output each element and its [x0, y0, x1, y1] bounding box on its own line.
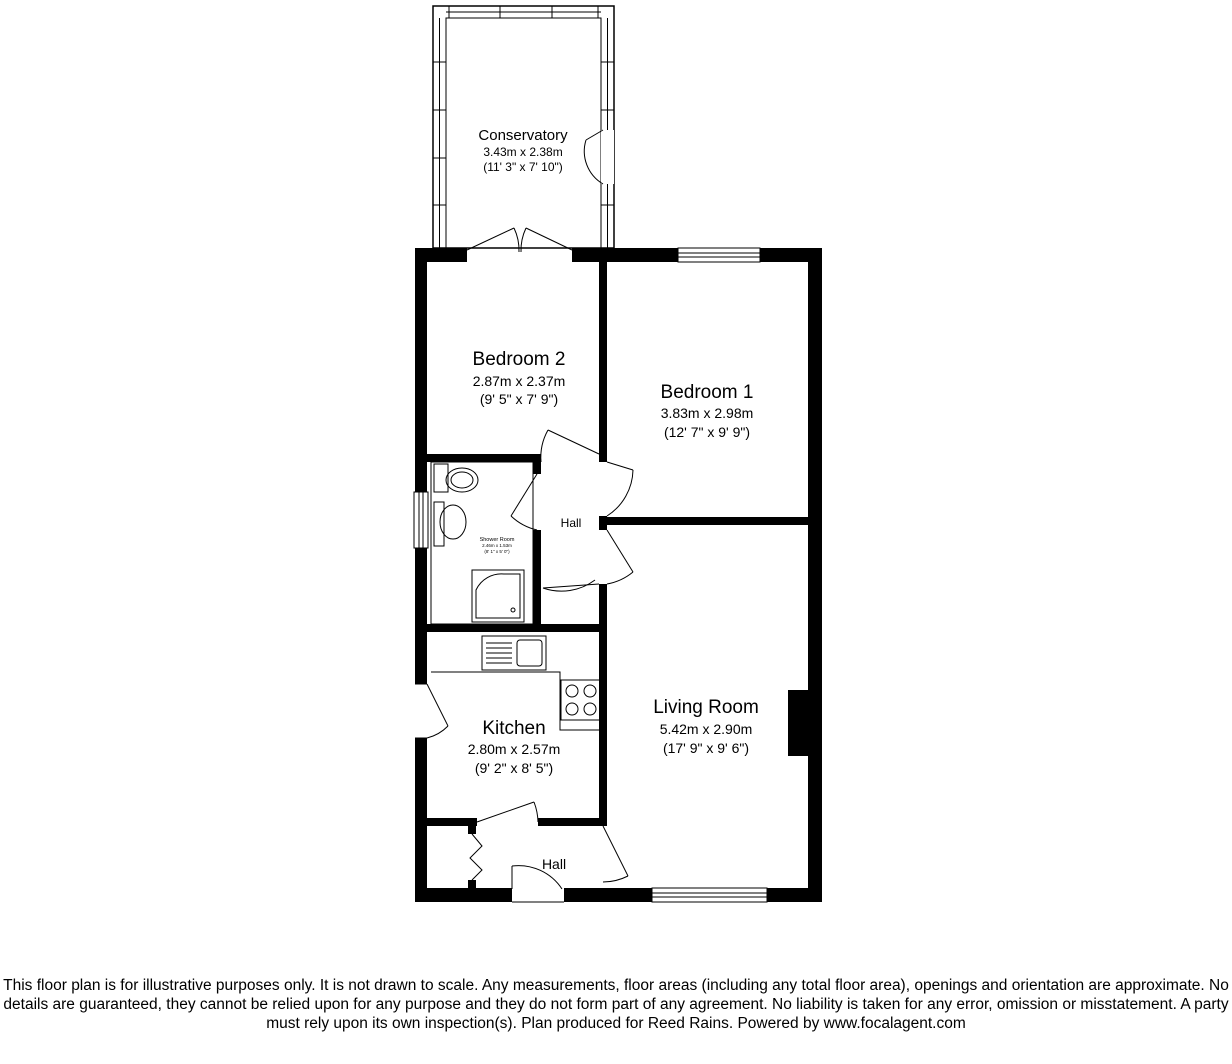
bedroom1-dims-metric: 3.83m x 2.98m [660, 405, 754, 421]
lower-hall-name: Hall [541, 856, 567, 872]
disclaimer-text: This floor plan is for illustrative purposes only. It is not drawn to scale. Any measurements, floor areas (including any total floor area), openings and orientation are approximate. No details are guaranteed, they cannot be relied upon for any purpose and they do not form part of any agreement. No liability is taken for any error, omission or misstatement. A party must rely upon its own inspection(s). Plan produced for Reed Rains. Powered by www.focalagent.com [3, 977, 1229, 1032]
living-room-dims-metric: 5.42m x 2.90m [659, 721, 753, 737]
conservatory-side-door [586, 130, 603, 140]
bedroom2-dims-imperial: (9' 5" x 7' 9") [479, 391, 559, 407]
bedroom1-dims-imperial: (12' 7" x 9' 9") [663, 424, 751, 440]
shower-room-dims-metric: 2.46m x 1.53m [482, 543, 512, 548]
bedroom1-name: Bedroom 1 [660, 382, 754, 403]
conservatory-dims-imperial: (11' 3" x 7' 10") [483, 160, 563, 174]
kitchen-dims-metric: 2.80m x 2.57m [467, 741, 561, 757]
living-room-window [652, 888, 767, 902]
conservatory-dims-metric: 3.43m x 2.38m [483, 145, 563, 159]
conservatory [433, 6, 614, 248]
living-room-name: Living Room [653, 697, 759, 718]
bedroom1-label [661, 382, 754, 440]
outer-walls [415, 248, 822, 902]
kitchen-fixtures [431, 636, 601, 730]
toilet-icon [434, 502, 444, 546]
shower-room-name: Shower Room [479, 537, 515, 543]
shower-room-dims-imperial: (8' 1" x 5' 0") [484, 549, 510, 554]
kitchen-side-door [414, 684, 448, 738]
bedroom2-name: Bedroom 2 [472, 349, 566, 370]
kitchen-label [468, 718, 561, 776]
conservatory-name: Conservatory [478, 127, 568, 144]
upper-hall-name: Hall [560, 516, 582, 530]
living-room-label [653, 697, 759, 756]
bedroom1-window [678, 248, 760, 262]
kitchen-dims-imperial: (9' 2" x 8' 5") [474, 760, 554, 776]
bedroom2-label [473, 349, 566, 407]
shower-window [414, 492, 428, 548]
shower-room-label [480, 537, 515, 554]
hob-icon [561, 680, 601, 720]
kitchen-name: Kitchen [482, 718, 546, 739]
shower-tray-icon [472, 570, 524, 622]
bedroom2-dims-metric: 2.87m x 2.37m [472, 373, 566, 389]
living-room-dims-imperial: (17' 9" x 9' 6") [662, 740, 750, 756]
